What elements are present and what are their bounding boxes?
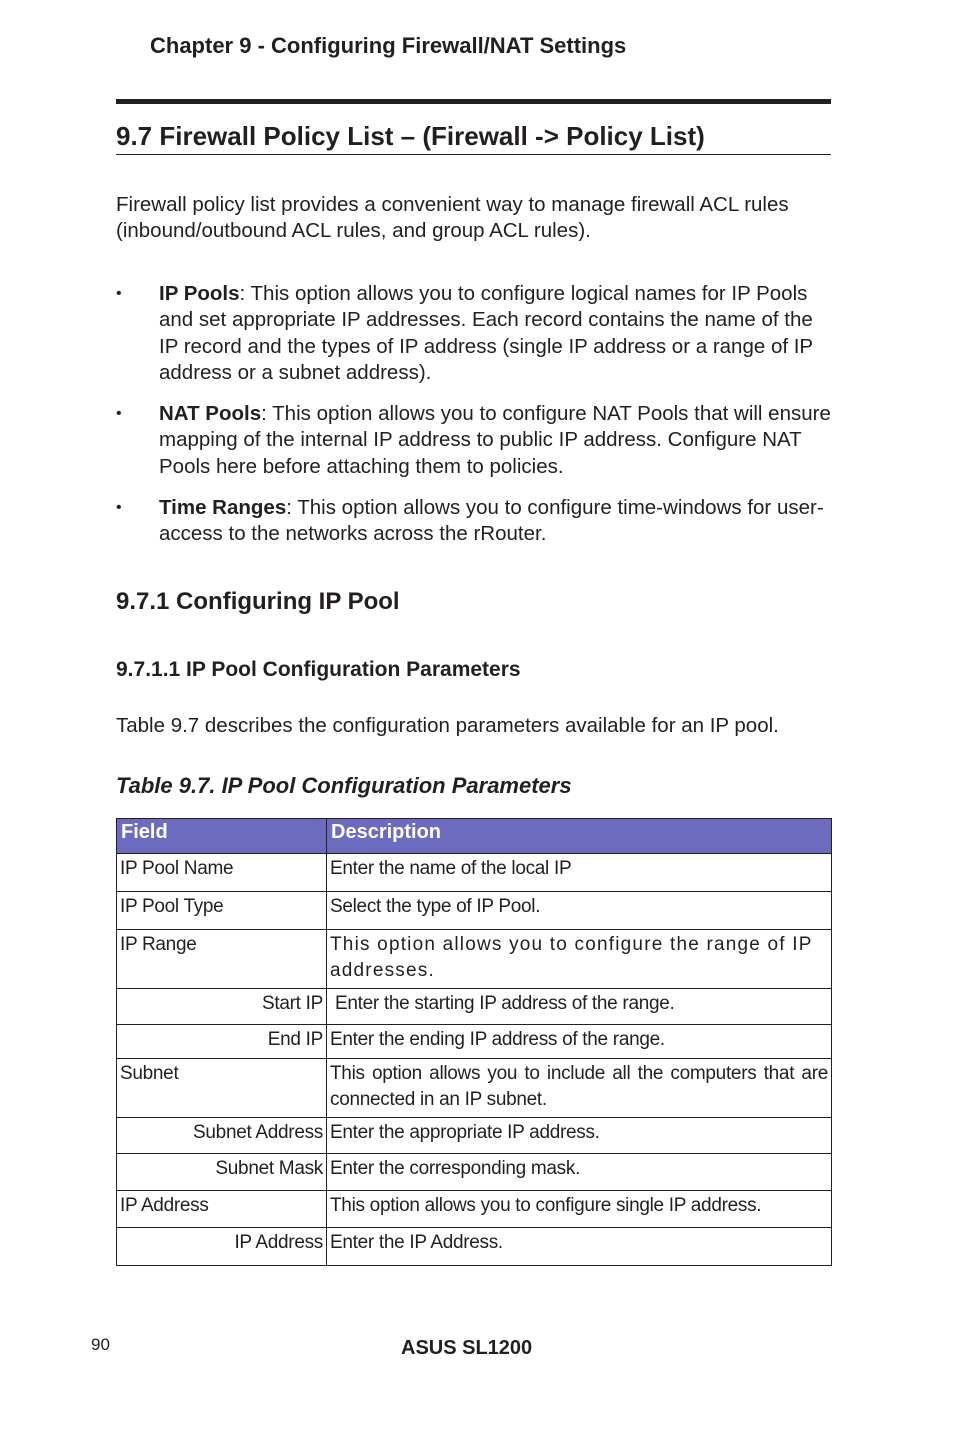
table-caption: Table 9.7. IP Pool Configuration Parameters xyxy=(116,773,572,798)
table-row xyxy=(117,892,832,930)
page-number: 90 xyxy=(91,1335,110,1354)
table-row xyxy=(117,1118,832,1154)
description-cell: Enter the ending IP address of the range. xyxy=(327,1025,832,1059)
field-cell: End IP xyxy=(117,1025,327,1059)
field-cell: Subnet Address xyxy=(117,1118,327,1154)
intro-paragraph: Firewall policy list provides a convenient way to manage firewall ACL rules (inbound/outbound ACL rules, and group ACL rules). xyxy=(116,193,789,242)
description-cell: This option allows you to include all the computers that are connected in an IP subnet. xyxy=(327,1059,832,1118)
field-cell: IP Pool Name xyxy=(117,854,327,892)
table-row xyxy=(117,1191,832,1228)
bullet-term: Time Ranges xyxy=(159,496,287,520)
table-intro-text: Table 9.7 describes the configuration parameters available for an IP pool. xyxy=(116,714,779,737)
field-cell: IP Address xyxy=(117,1228,327,1266)
table-row xyxy=(117,1025,832,1059)
table-row xyxy=(117,854,832,892)
bullet-marker: • xyxy=(116,285,122,302)
description-cell: Enter the IP Address. xyxy=(327,1228,832,1266)
list-item xyxy=(116,281,836,386)
subsubsection-title: 9.7.1.1 IP Pool Configuration Parameters xyxy=(116,658,521,681)
chapter-header: Chapter 9 - Configuring Firewall/NAT Settings xyxy=(150,33,627,58)
field-cell: IP Pool Type xyxy=(117,892,327,930)
table-row xyxy=(117,1228,832,1266)
feature-list xyxy=(116,281,836,563)
subsection-title: 9.7.1 Configuring IP Pool xyxy=(116,588,400,615)
table-header-row xyxy=(117,819,832,854)
description-cell: This option allows you to configure the range of IP addresses. xyxy=(327,930,832,989)
field-cell: Start IP xyxy=(117,989,327,1025)
description-cell: This option allows you to configure single IP address. xyxy=(327,1191,832,1228)
bullet-text: : This option allows you to configure logical names for IP Pools and set appropriate IP addresses. Each record contains the name of the IP record and the types of IP address (single IP address or a range of IP address or a subnet address). xyxy=(159,282,813,384)
description-cell: Enter the starting IP address of the range. xyxy=(327,989,832,1025)
bullet-term: NAT Pools xyxy=(159,402,262,426)
description-cell: Enter the name of the local IP xyxy=(327,854,832,892)
bullet-term: IP Pools xyxy=(159,282,240,305)
column-header-description: Description xyxy=(327,819,832,854)
table-row xyxy=(117,1059,832,1118)
bullet-marker: • xyxy=(116,499,122,517)
ip-pool-parameters-table xyxy=(116,818,832,1266)
column-header-field: Field xyxy=(117,819,327,854)
description-cell: Select the type of IP Pool. xyxy=(327,892,832,930)
field-cell: IP Range xyxy=(117,930,327,989)
bullet-text: : This option allows you to configure NAT Pools that will ensure mapping of the internal IP address to public IP address. Configure NAT Pools here before attaching them to policies. xyxy=(159,402,831,478)
field-cell: IP Address xyxy=(117,1191,327,1228)
table-row xyxy=(117,930,832,989)
table-row xyxy=(117,989,832,1025)
field-cell: Subnet Mask xyxy=(117,1154,327,1191)
bullet-marker: • xyxy=(116,405,122,423)
product-name: ASUS SL1200 xyxy=(401,1337,533,1359)
header-rule xyxy=(116,99,831,104)
section-title: 9.7 Firewall Policy List – (Firewall -> Policy List) xyxy=(116,120,831,155)
description-cell: Enter the corresponding mask. xyxy=(327,1154,832,1191)
table-row xyxy=(117,1154,832,1191)
field-cell: Subnet xyxy=(117,1059,327,1118)
list-item xyxy=(116,401,836,480)
description-cell: Enter the appropriate IP address. xyxy=(327,1118,832,1154)
list-item xyxy=(116,495,836,548)
bullet-text: : This option allows you to configure time-windows for user-access to the networks across the rRouter. xyxy=(159,496,824,546)
